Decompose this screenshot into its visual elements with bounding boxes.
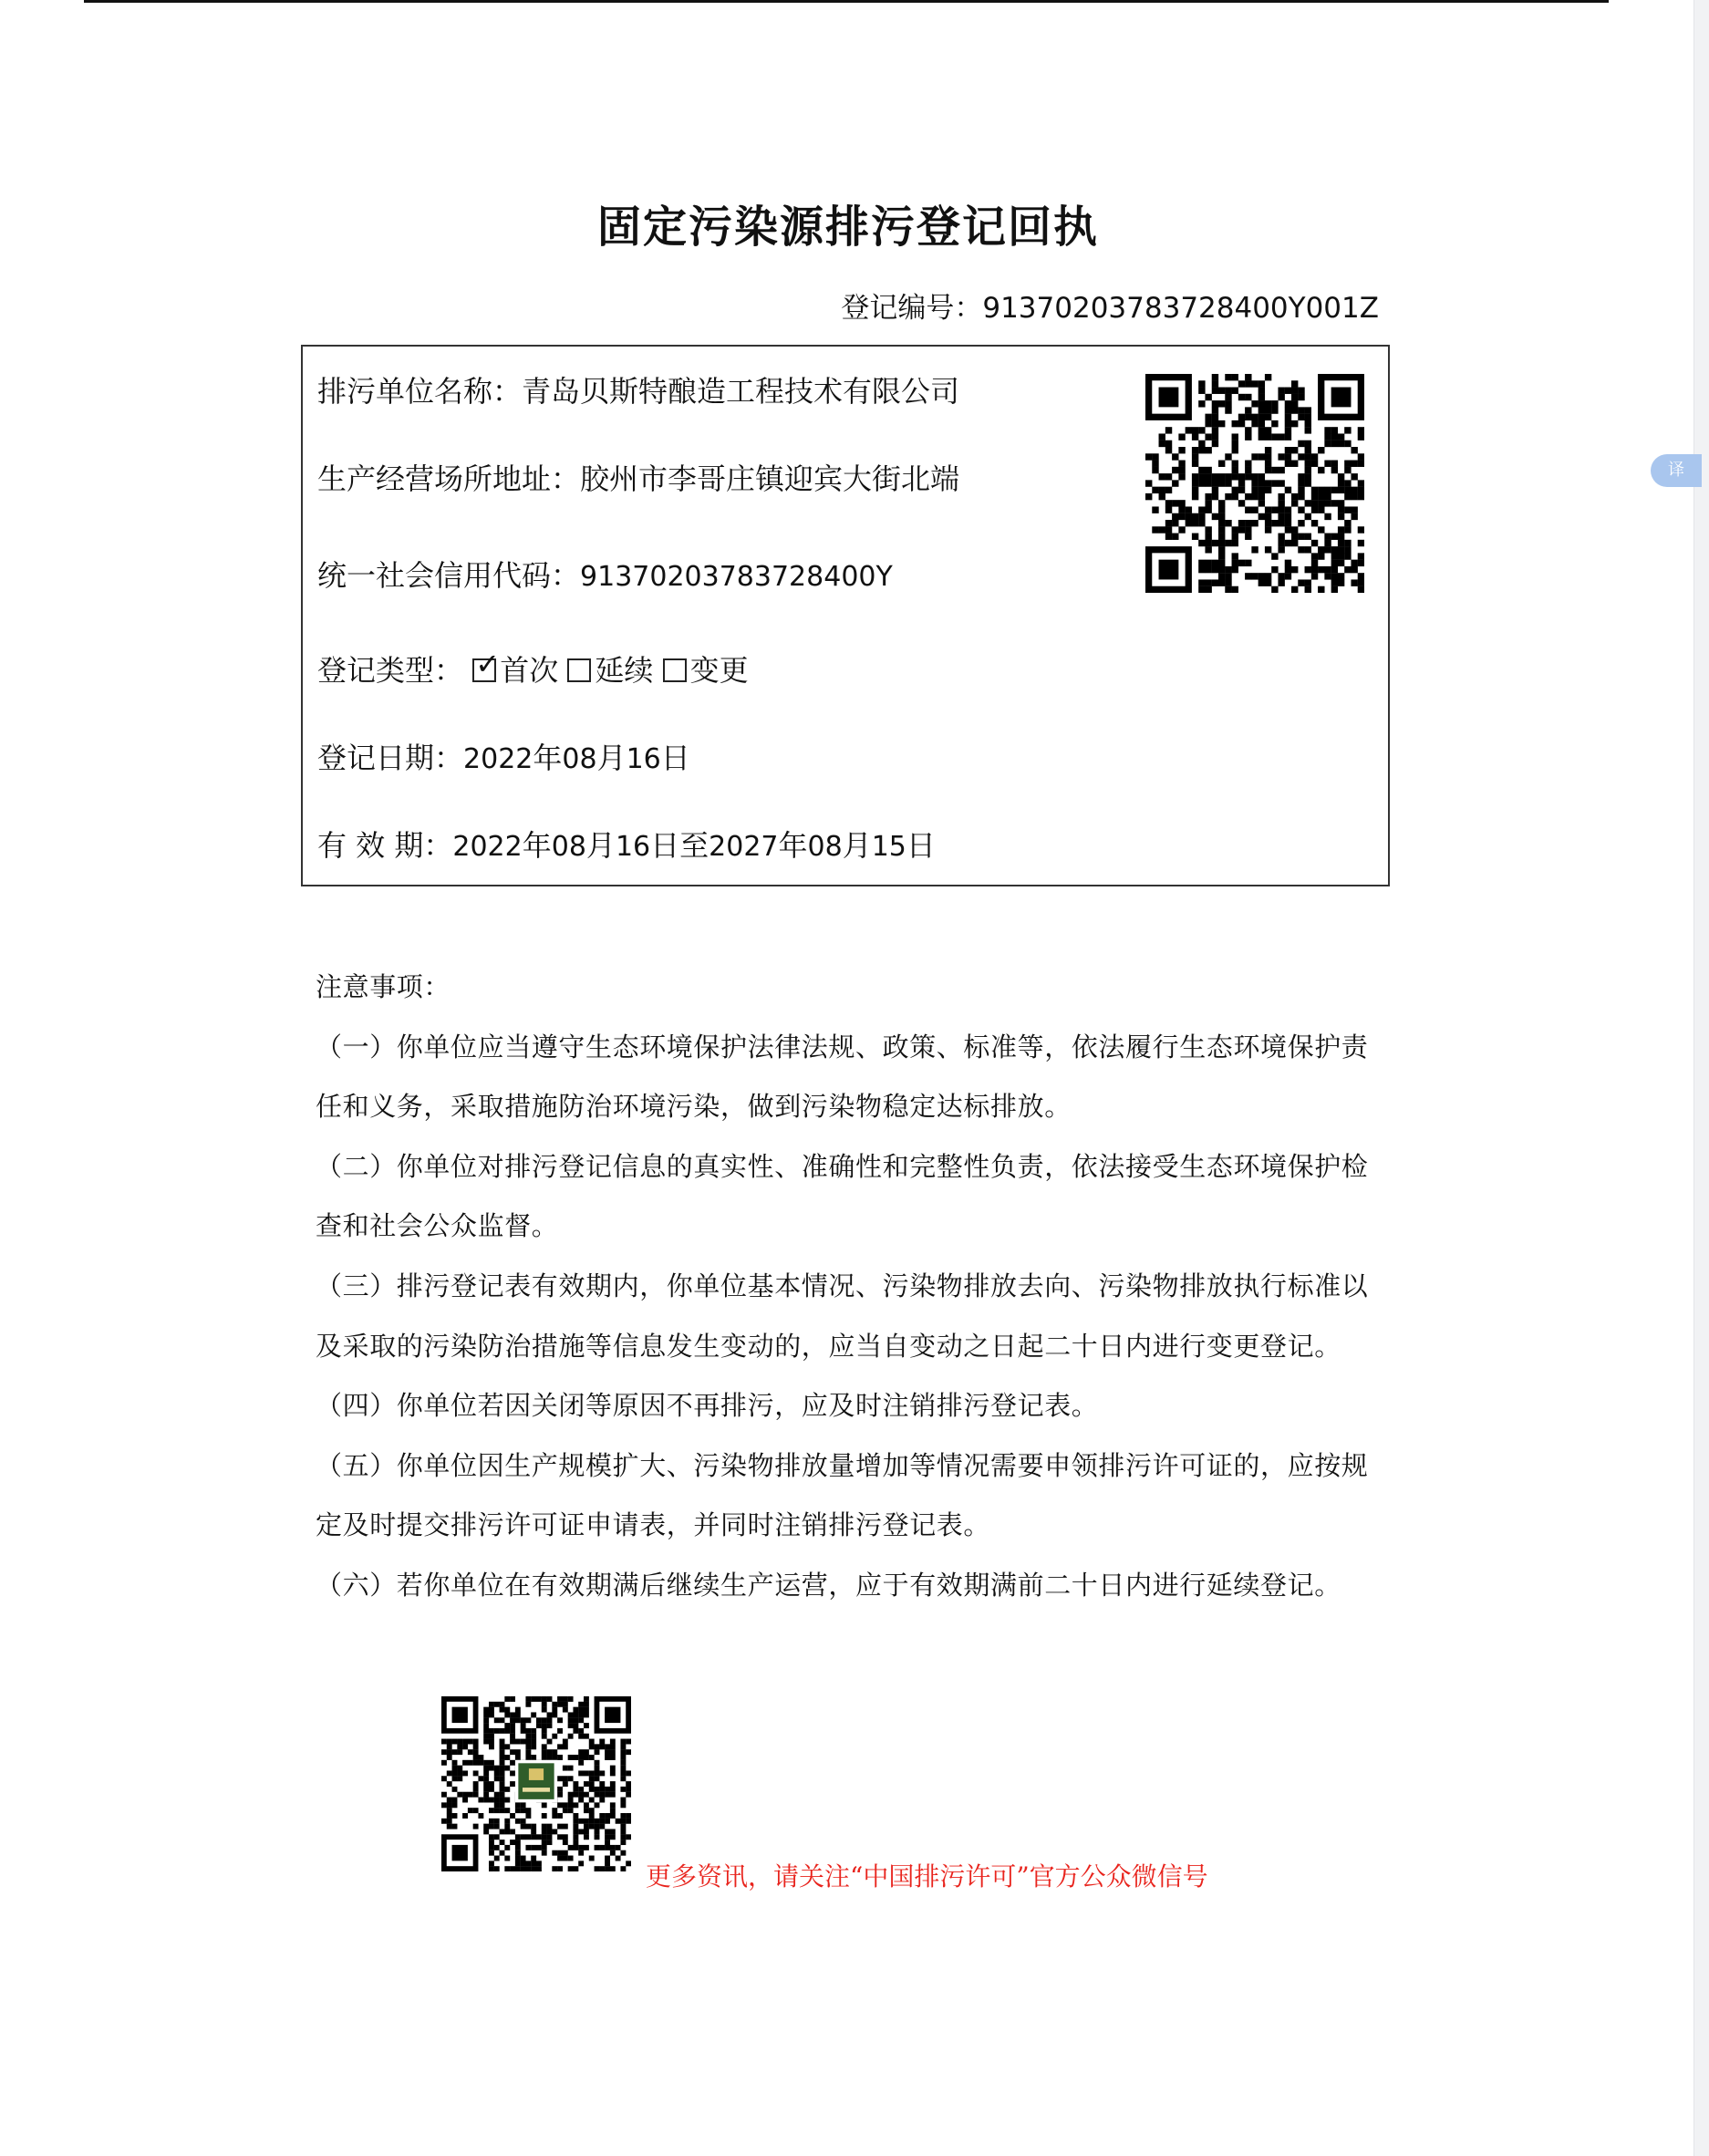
date-day-unit: 日	[660, 741, 690, 775]
unit-name-label: 排污单位名称：	[317, 374, 523, 409]
note-line: 查和社会公众监督。	[316, 1210, 559, 1242]
address-label: 生产经营场所地址：	[317, 461, 581, 496]
validity-label: 有 效 期：	[317, 828, 453, 863]
year-unit: 年	[522, 828, 552, 863]
note-line: （二）你单位对排污登记信息的真实性、准确性和完整性负责，依法接受生态环境保护检	[316, 1150, 1369, 1182]
checkbox-empty-icon	[567, 658, 591, 682]
registration-type-label: 登记类型：	[317, 653, 464, 688]
wechat-qr-code	[441, 1696, 631, 1871]
date-year-unit: 年	[533, 741, 563, 775]
valid-from-month: 08	[551, 831, 586, 863]
valid-to-month: 08	[807, 831, 843, 863]
date-month-unit: 月	[596, 741, 627, 775]
registration-type-row	[317, 648, 749, 689]
month-unit: 月	[585, 828, 616, 863]
valid-from-year: 2022	[452, 831, 523, 863]
credit-code-label: 统一社会信用代码：	[317, 558, 581, 593]
credit-code-row	[317, 553, 893, 595]
document-title: 固定污染源排污登记回执	[596, 202, 1099, 253]
valid-to-day: 15	[871, 831, 906, 863]
checkbox-checked-icon	[472, 658, 496, 682]
address-value: 胶州市李哥庄镇迎宾大街北端	[580, 461, 960, 496]
unit-name-row	[317, 368, 959, 410]
top-border-line	[84, 0, 1609, 3]
unit-name-value: 青岛贝斯特酿造工程技术有限公司	[522, 374, 960, 409]
note-line: （五）你单位因生产规模扩大、污染物排放量增加等情况需要申领排污许可证的，应按规	[316, 1449, 1369, 1481]
note-line: （一）你单位应当遵守生态环境保护法律法规、政策、标准等，依法履行生态环境保护责	[316, 1031, 1369, 1062]
note-line: （三）排污登记表有效期内，你单位基本情况、污染物排放去向、污染物排放执行标准以	[316, 1270, 1369, 1301]
day-to-unit: 日至	[650, 828, 709, 863]
notes-heading: 注意事项：	[316, 971, 451, 1002]
valid-from-day: 16	[615, 831, 651, 863]
registration-date-row	[317, 735, 690, 777]
viewer-scrollbar[interactable]	[1693, 0, 1709, 2156]
checkbox-empty-icon	[663, 658, 687, 682]
note-line: 定及时提交排污许可证申请表，并同时注销排污登记表。	[316, 1509, 991, 1541]
option-first-label: 首次	[500, 653, 559, 688]
date-year: 2022	[463, 743, 533, 775]
date-month: 08	[562, 743, 597, 775]
valid-to-year: 2027	[709, 831, 779, 863]
credit-code-value: 91370203783728400Y	[580, 561, 893, 593]
year-unit: 年	[778, 828, 808, 863]
translate-button[interactable]: 译	[1651, 454, 1702, 487]
note-line: （四）你单位若因关闭等原因不再排污，应及时注销排污登记表。	[316, 1390, 1099, 1422]
date-day: 16	[626, 743, 661, 775]
option-change-label: 变更	[689, 653, 749, 688]
day-unit: 日	[906, 828, 936, 863]
option-renew-label: 延续	[595, 653, 654, 688]
notes-section	[316, 958, 1373, 1616]
follow-wechat-note: 更多资讯，请关注“中国排污许可”官方公众微信号	[646, 1861, 1208, 1892]
note-line: （六）若你单位在有效期满后继续生产运营，应于有效期满前二十日内进行延续登记。	[316, 1569, 1341, 1601]
note-line: 及采取的污染防治措施等信息发生变动的，应当自变动之日起二十日内进行变更登记。	[316, 1330, 1341, 1362]
month-unit: 月	[842, 828, 872, 863]
validity-row	[317, 823, 936, 865]
registration-qr-code	[1145, 374, 1364, 593]
registration-number: 登记编号：91370203783728400Y001Z	[841, 292, 1379, 325]
address-row	[317, 456, 959, 498]
note-line: 任和义务，采取措施防治环境污染，做到污染物稳定达标排放。	[316, 1091, 1072, 1123]
registration-date-label: 登记日期：	[317, 741, 464, 775]
